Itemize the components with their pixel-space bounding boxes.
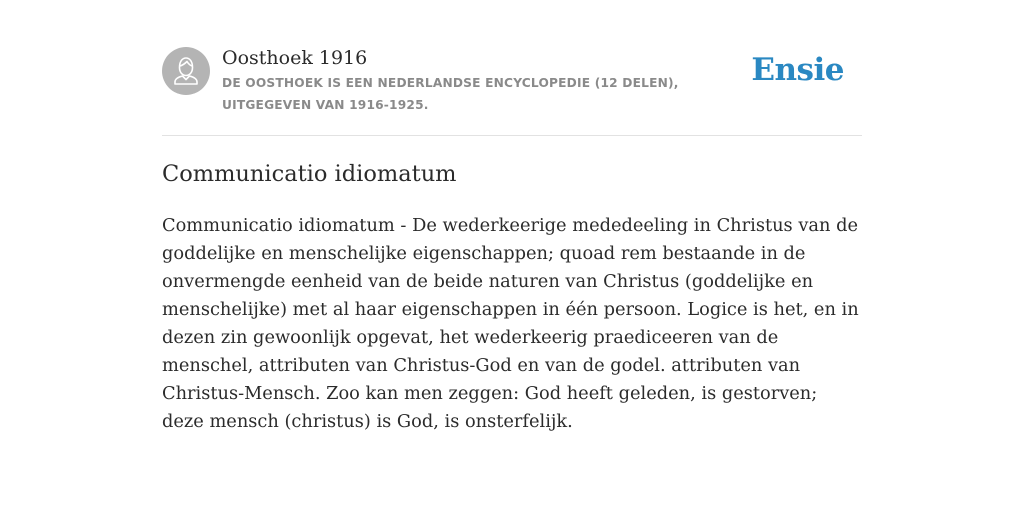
source-description: DE OOSTHOEK IS EEN NEDERLANDSE ENCYCLOPEDIE (12 DELEN), UITGEGEVEN VAN 1916-1925. bbox=[222, 76, 679, 112]
ensie-logo-link[interactable]: Ensie bbox=[751, 52, 844, 88]
header-divider bbox=[162, 135, 862, 136]
source-header bbox=[162, 46, 862, 136]
entry-body: Communicatio idiomatum - De wederkeerige mededeeling in Christus van de goddelijke en menschelijke eigenschappen; quoad rem bestaande in de onvermengde eenheid van de beide naturen van Christus (goddelijke en menschelijke) met al haar eigenschappen in één persoon. Logice is het, en in dezen zin gewoonlijk opgevat, het wederkeerig praediceeren van de menschel, attributen van Christus-God en van de godel. attributen van Christus-Mensch. Zoo kan men zeggen: God heeft geleden, is gestorven; deze mensch (christus) is God, is onsterfelijk. bbox=[162, 215, 859, 432]
user-silhouette-icon bbox=[162, 47, 210, 95]
source-title[interactable]: Oosthoek 1916 bbox=[222, 47, 368, 69]
entry-title: Communicatio idiomatum bbox=[162, 161, 457, 187]
source-avatar[interactable] bbox=[162, 47, 210, 95]
